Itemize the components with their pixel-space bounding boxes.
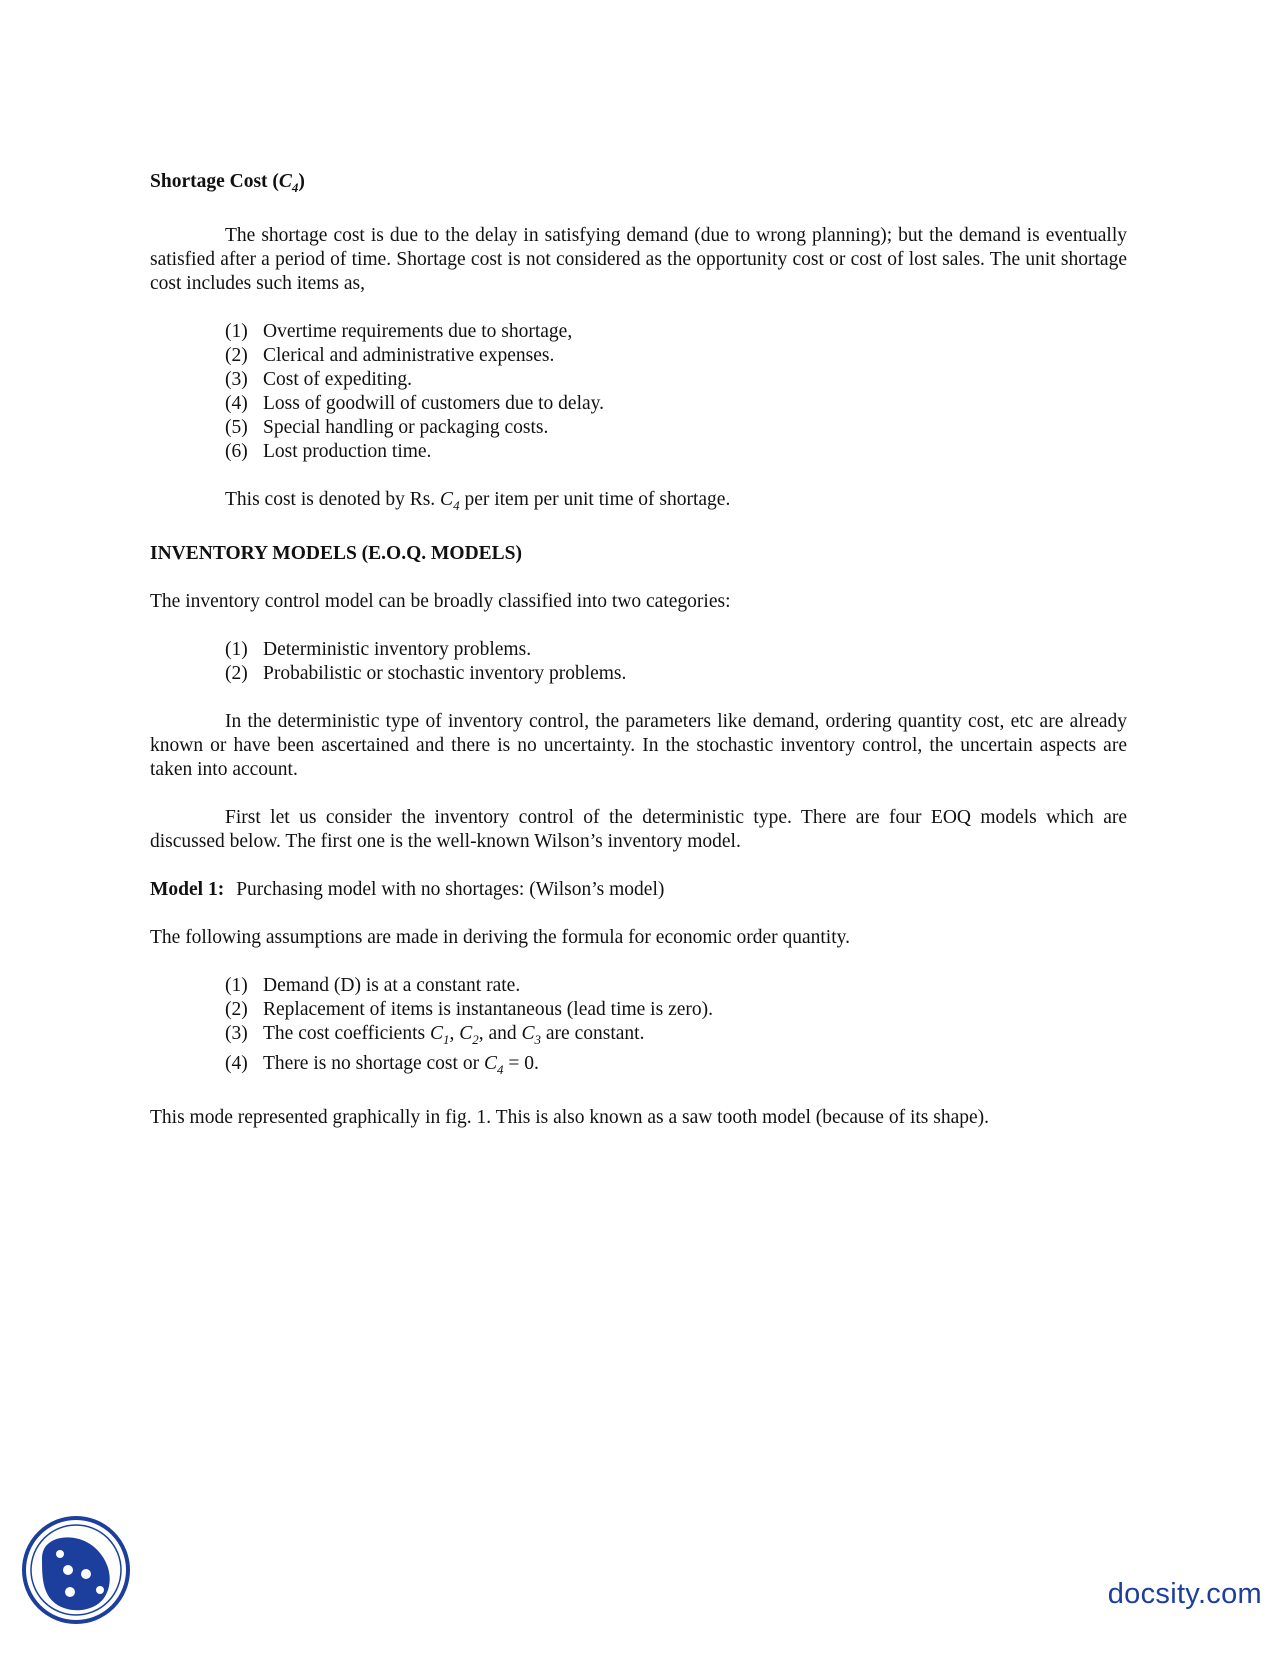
closing-paragraph: This mode represented graphically in fig. 1. This is also known as a saw tooth model (because of its shape). <box>150 1106 990 1128</box>
list-item: (4) There is no shortage cost or $C_4 = 0$. <box>225 1052 539 1077</box>
c4-symbol: $C_4$ <box>483 1052 504 1077</box>
denoted-paragraph: This cost is denoted by Rs. $C_4$ per item per unit time of shortage. <box>225 488 731 513</box>
c1-symbol: $C_1$ <box>429 1022 450 1047</box>
assumptions-intro: The following assumptions are made in deriving the formula for economic order quantity. <box>150 926 851 948</box>
c4-symbol: $C_4$ <box>440 488 460 513</box>
shortage-cost-paragraph: The shortage cost is due to the delay in satisfying demand (due to wrong planning); but the demand is eventually satisfied after a period of time. Shortage cost is not considered as the opportunity cost or cost of lost sales. The unit shortage cost includes such items as, <box>150 224 1127 294</box>
model-1-heading <box>150 878 1127 902</box>
c2-symbol: $C_2$ <box>459 1022 479 1047</box>
section-heading-shortage-cost <box>150 170 1127 200</box>
list-item: (4) Loss of goodwill of customers due to delay. <box>225 392 605 414</box>
model-label: Model 1: <box>150 878 225 900</box>
assumptions-list <box>150 974 1127 1082</box>
list-item: (1) Deterministic inventory problems. <box>225 638 532 660</box>
heading-close: ) <box>298 171 305 192</box>
section-heading-inventory-models: INVENTORY MODELS (E.O.Q. MODELS) <box>150 542 523 564</box>
classification-intro: The inventory control model can be broadly classified into two categories: <box>150 590 731 612</box>
list-item: (1) Demand (D) is at a constant rate. <box>225 974 521 996</box>
list-item: (3) Cost of expediting. <box>225 368 412 390</box>
heading-symbol: $C_4$ <box>278 171 299 195</box>
list-item: (3) The cost coefficients $C_1$, $C_2$, and $C_3$ are constant. <box>225 1022 645 1047</box>
logo-graphic <box>20 1514 132 1626</box>
list-item: (5) Special handling or packaging costs. <box>225 416 549 438</box>
document-page <box>150 170 1127 1130</box>
categories-list <box>150 638 1127 686</box>
list-item: (2) Clerical and administrative expenses. <box>225 344 555 366</box>
list-item: (2) Probabilistic or stochastic inventory problems. <box>225 662 627 684</box>
docsity-brand-link[interactable]: docsity.com <box>1107 1578 1262 1610</box>
first-consider-paragraph: First let us consider the inventory control of the deterministic type. There are four EOQ models which are discussed below. The first one is the well-known Wilson’s inventory model. <box>150 806 1127 852</box>
docsity-logo-icon[interactable] <box>20 1514 132 1626</box>
c3-symbol: $C_3$ <box>521 1022 542 1047</box>
list-item: (2) Replacement of items is instantaneous (lead time is zero). <box>225 998 713 1020</box>
heading-text: Shortage Cost ( <box>150 171 279 192</box>
list-item: (6) Lost production time. <box>225 440 432 462</box>
model-title: Purchasing model with no shortages: (Wilson’s model) <box>236 878 665 900</box>
shortage-items-list <box>150 320 1127 464</box>
list-item: (1) Overtime requirements due to shortage, <box>225 320 573 342</box>
deterministic-paragraph: In the deterministic type of inventory control, the parameters like demand, ordering quantity cost, etc are already known or have been ascertained and there is no uncertainty. In the stochastic inventory control, the uncertain aspects are taken into account. <box>150 710 1127 780</box>
